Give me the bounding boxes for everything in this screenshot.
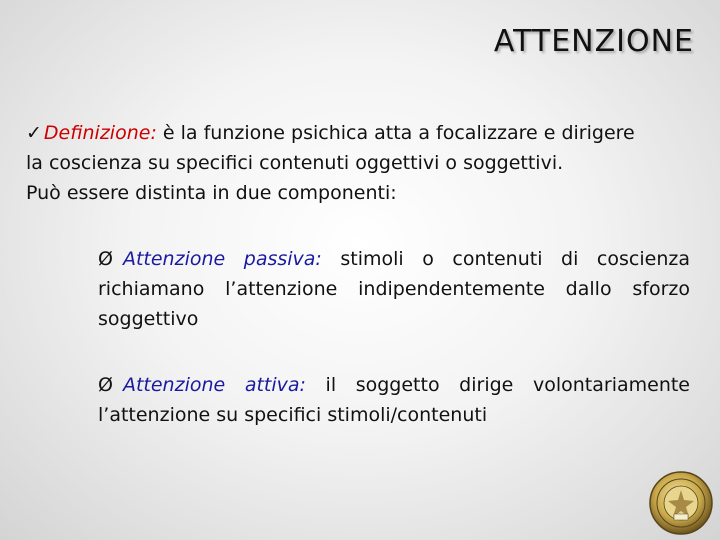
bullet-text: il soggetto dirige volontariamente l’attenzione su specifici stimoli/contenuti: [98, 374, 690, 426]
check-icon: ✓: [26, 122, 42, 144]
definition-text-line2: la coscienza su specifici contenuti oggettivi o soggettivi.: [26, 152, 564, 174]
arrow-bullet-icon: Ø: [98, 248, 113, 270]
definition-term: Definizione:: [43, 122, 157, 144]
bullet-text: stimoli o contenuti di coscienza richiamano l’attenzione indipendentemente dallo sforzo soggettivo: [98, 248, 690, 330]
bullet-term: Attenzione attiva:: [122, 374, 306, 396]
definition-text-line3: Può essere distinta in due componenti:: [26, 182, 397, 204]
definition-text-line1: è la funzione psichica atta a focalizzare e dirigere: [156, 122, 635, 144]
bullet-active-attention: [98, 370, 690, 430]
university-seal-icon: [648, 470, 714, 536]
bullet-term: Attenzione passiva:: [122, 248, 322, 270]
slide-title: ATTENZIONE: [493, 24, 694, 59]
arrow-bullet-icon: Ø: [98, 374, 113, 396]
bullet-passive-attention: [98, 244, 690, 334]
definition-paragraph: [26, 118, 696, 208]
